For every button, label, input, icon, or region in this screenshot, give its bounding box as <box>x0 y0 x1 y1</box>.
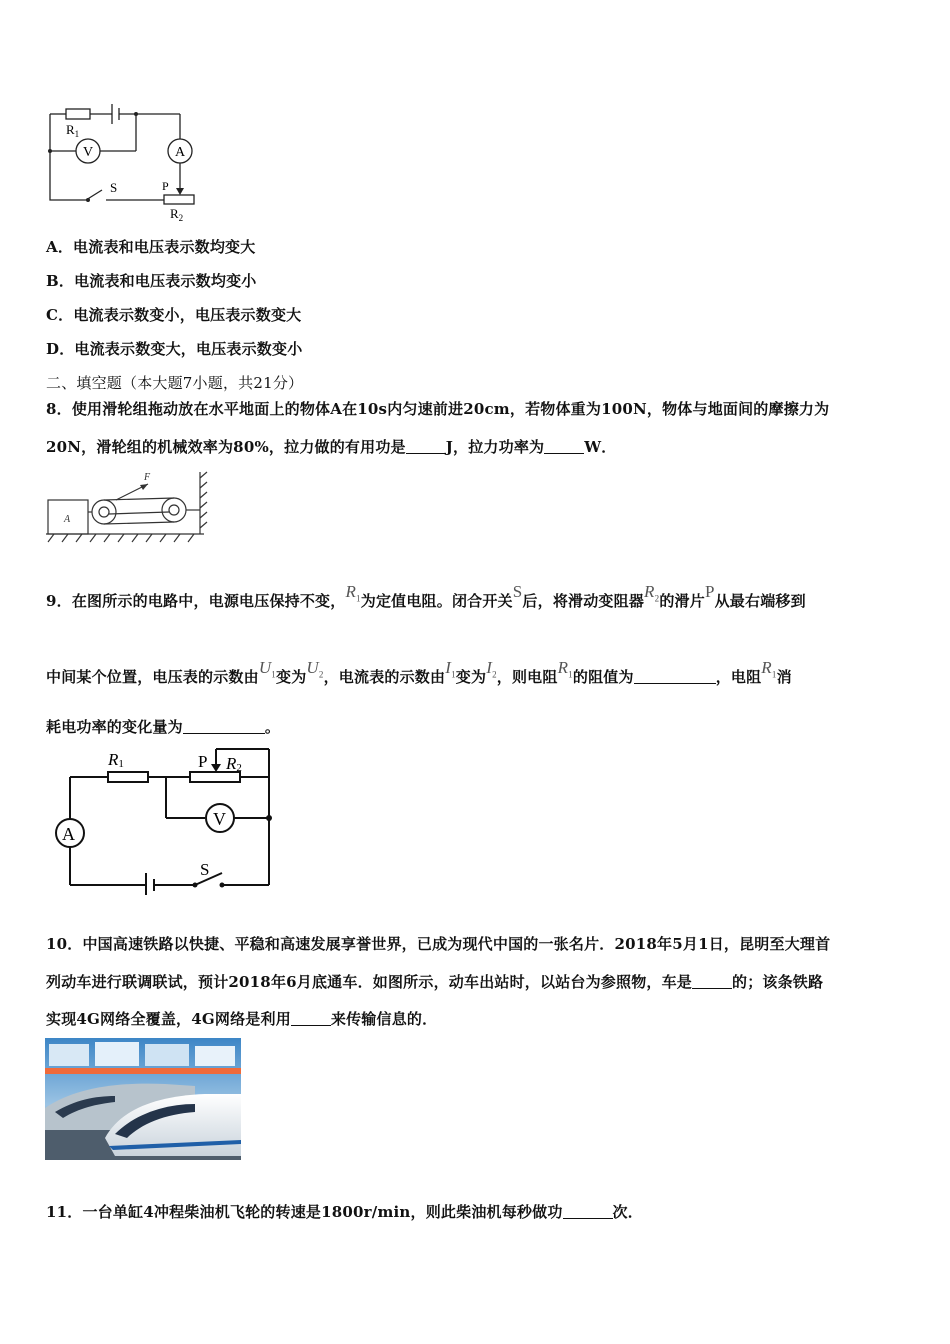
q8-pulley-figure <box>44 470 214 550</box>
q7-option-c: C．电流表示数变小，电压表示数变大 <box>46 306 302 324</box>
section-2-heading: 二、填空题（本大题7小题，共21分） <box>46 374 304 392</box>
q7-option-a: A．电流表和电压表示数均变大 <box>46 238 256 256</box>
q9-sym-i1: $I_1$ <box>445 658 456 680</box>
q11-blank[interactable] <box>563 1204 613 1219</box>
q7-circuit-figure <box>44 96 204 224</box>
fig1-r1-label: $R_1$ <box>66 122 80 139</box>
q7-option-d: D．电流表示数变大，电压表示数变小 <box>46 340 303 358</box>
q9-sym-p: P <box>704 582 715 601</box>
q9-fig-r2-label: R2 <box>226 754 242 774</box>
q9-fig-voltmeter-label: V <box>213 809 226 829</box>
q9-sym-u1: $U_1$ <box>258 658 276 680</box>
fig1-voltmeter-label: V <box>83 145 94 160</box>
q8-fig-label-f: F <box>144 472 151 483</box>
q9-line-3: 耗电功率的变化量为 。 <box>46 718 281 736</box>
q9-fig-r1-label: R1 <box>108 750 124 770</box>
q9-fig-switch-label: S <box>200 860 210 879</box>
q10-line-3: 实现4G网络全覆盖，4G网络是利用 来传输信息的． <box>46 1010 438 1028</box>
q9-sym-r1: $R_1$ <box>345 582 361 604</box>
q9-sym-u2: $U_2$ <box>306 658 324 680</box>
q8-line-2: 20N，滑轮组的机械效率为80%，拉力做的有用功是 J，拉力功率为 W． <box>46 438 617 456</box>
q9-sym-r1c: $R_1$ <box>761 658 777 680</box>
q9-line-1: 9．在图所示的电路中，电源电压保持不变，$R_1$为定值电阻。闭合开关S后，将滑动变阻器$R_2$的滑片P从最右端移到 <box>46 582 806 610</box>
q9-sym-r2: $R_2$ <box>644 582 660 604</box>
q9-blank-2[interactable] <box>183 719 265 734</box>
fig1-slider-label: P <box>162 179 169 193</box>
q8-blank-2[interactable] <box>544 439 584 454</box>
q8-fig-label-a: A <box>64 514 71 525</box>
q9-fig-ammeter-label: A <box>62 824 75 844</box>
q10-line-2: 列动车进行联调联试，预计2018年6月底通车．如图所示，动车出站时，以站台为参照物，车是 的；该条铁路 <box>46 973 824 991</box>
q9-circuit-figure <box>50 745 280 895</box>
q9-sym-r1b: $R_1$ <box>557 658 573 680</box>
q10-blank-2[interactable] <box>291 1011 331 1026</box>
q10-blank-1[interactable] <box>692 974 732 989</box>
fig1-ammeter-label: A <box>175 145 186 160</box>
q7-option-b: B．电流表和电压表示数均变小 <box>46 272 257 290</box>
q9-fig-p-label: P <box>198 752 208 771</box>
q11-line: 11．一台单缸4冲程柴油机飞轮的转速是1800r/min，则此柴油机每秒做功 次． <box>46 1203 643 1221</box>
q9-sym-i2: $I_2$ <box>486 658 497 680</box>
q9-blank-1[interactable] <box>634 669 716 684</box>
q8-line-1: 8．使用滑轮组拖动放在水平地面上的物体A在10s内匀速前进20cm，若物体重为100N，物体与地面间的摩擦力为 <box>46 400 830 418</box>
q10-train-photo <box>45 1038 241 1160</box>
q9-sym-s: S <box>512 582 523 601</box>
q8-blank-1[interactable] <box>406 439 446 454</box>
q10-line-1: 10．中国高速铁路以快捷、平稳和高速发展享誉世界，已成为现代中国的一张名片．2018年5月1日，昆明至大理首 <box>46 935 831 953</box>
fig1-switch-label: S <box>110 180 118 195</box>
fig1-r2-label: $R_2$ <box>170 206 184 223</box>
q9-line-2: 中间某个位置，电压表的示数由$U_1$变为$U_2$，电流表的示数由$I_1$变为$I_2$，则电阻$R_1$的阻值为 ，电阻$R_1$消 <box>46 658 792 686</box>
